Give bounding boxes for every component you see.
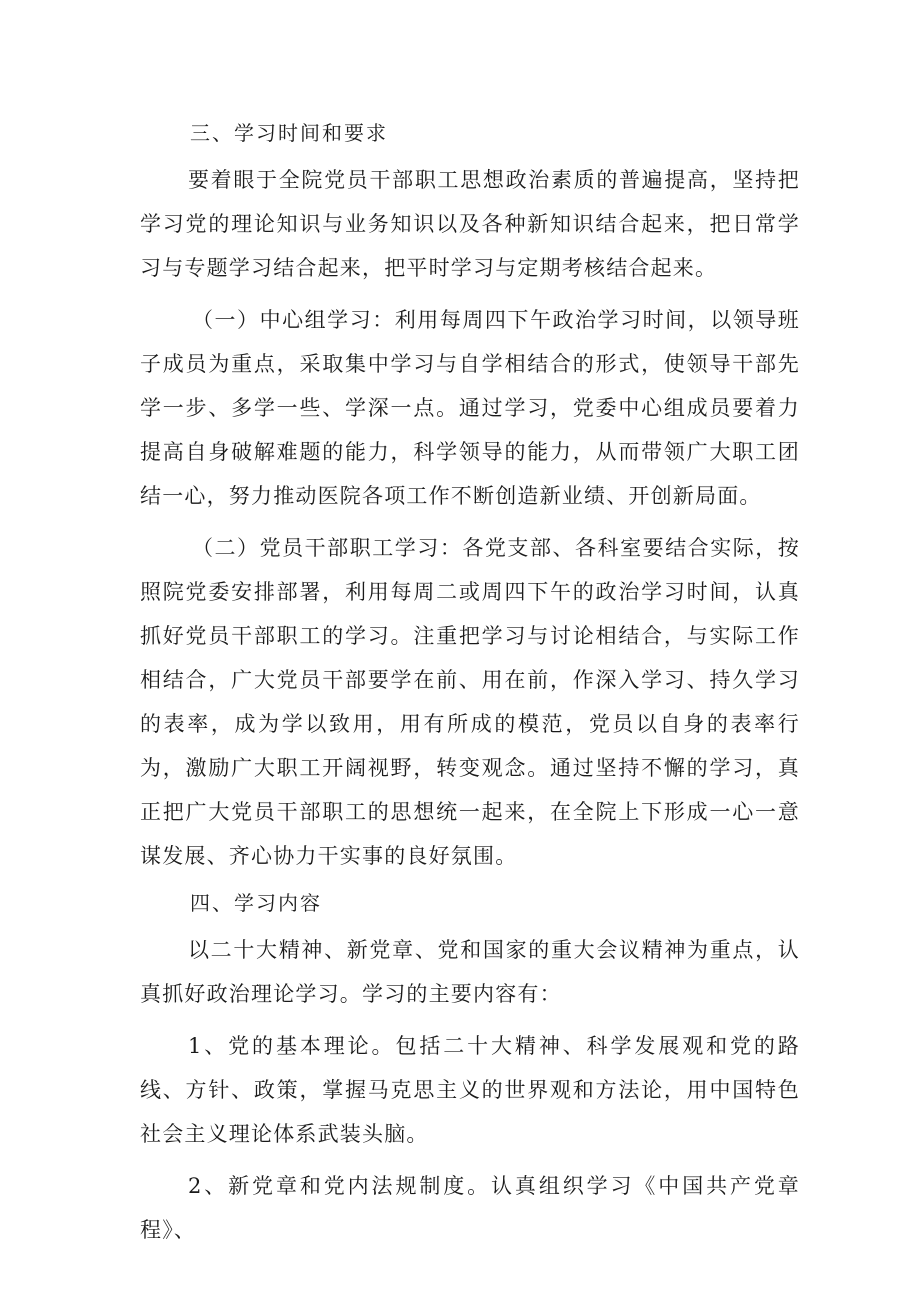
section-4-heading: 四、学习内容 (190, 891, 322, 915)
item-1-paragraph: （一）中心组学习：利用每周四下午政治学习时间，以领导班子成员为重点，采取集中学习与自学相结合的形式，使领导干部先学一步、多学一些、学深一点。通过学习，党委中心组成员要着力提高自身破解难题的能力，科学领导的能力，从而带领广大职工团结一心，努力推动医院各项工作不断创造新业绩、开创新局面。 (140, 308, 800, 508)
section-3-intro-paragraph: 要着眼于全院党员干部职工思想政治素质的普遍提高，坚持把学习党的理论知识与业务知识以及各种新知识结合起来，把日常学习与专题学习结合起来，把平时学习与定期考核结合起来。 (140, 168, 800, 280)
spacer (140, 1016, 800, 1024)
content-1-paragraph: 1、党的基本理论。包括二十大精神、科学发展观和党的路线、方针、政策，掌握马克思主义的世界观和方法论，用中国特色社会主义理论体系武装头脑。 (140, 1034, 800, 1146)
spacer (140, 518, 800, 526)
content-2-paragraph: 2、新党章和党内法规制度。认真组织学习《中国共产党章程》、 (140, 1174, 800, 1242)
spacer (140, 1156, 800, 1164)
section-4-intro-paragraph: 以二十大精神、新党章、党和国家的重大会议精神为重点，认真抓好政治理论学习。学习的主要内容有： (140, 938, 800, 1006)
section-3-heading: 三、学习时间和要求 (190, 121, 388, 145)
document-body (140, 112, 800, 1252)
item-2-paragraph: （二）党员干部职工学习：各党支部、各科室要结合实际，按照院党委安排部署，利用每周二或周四下午的政治学习时间，认真抓好党员干部职工的学习。注重把学习与讨论相结合，与实际工作相结合，广大党员干部要学在前、用在前，作深入学习、持久学习的表率，成为学以致用，用有所成的模范，党员以自身的表率行为，激励广大职工开阔视野，转变观念。通过坚持不懈的学习，真正把广大党员干部职工的思想统一起来，在全院上下形成一心一意谋发展、齐心协力干实事的良好氛围。 (140, 536, 800, 868)
spacer (140, 290, 800, 298)
